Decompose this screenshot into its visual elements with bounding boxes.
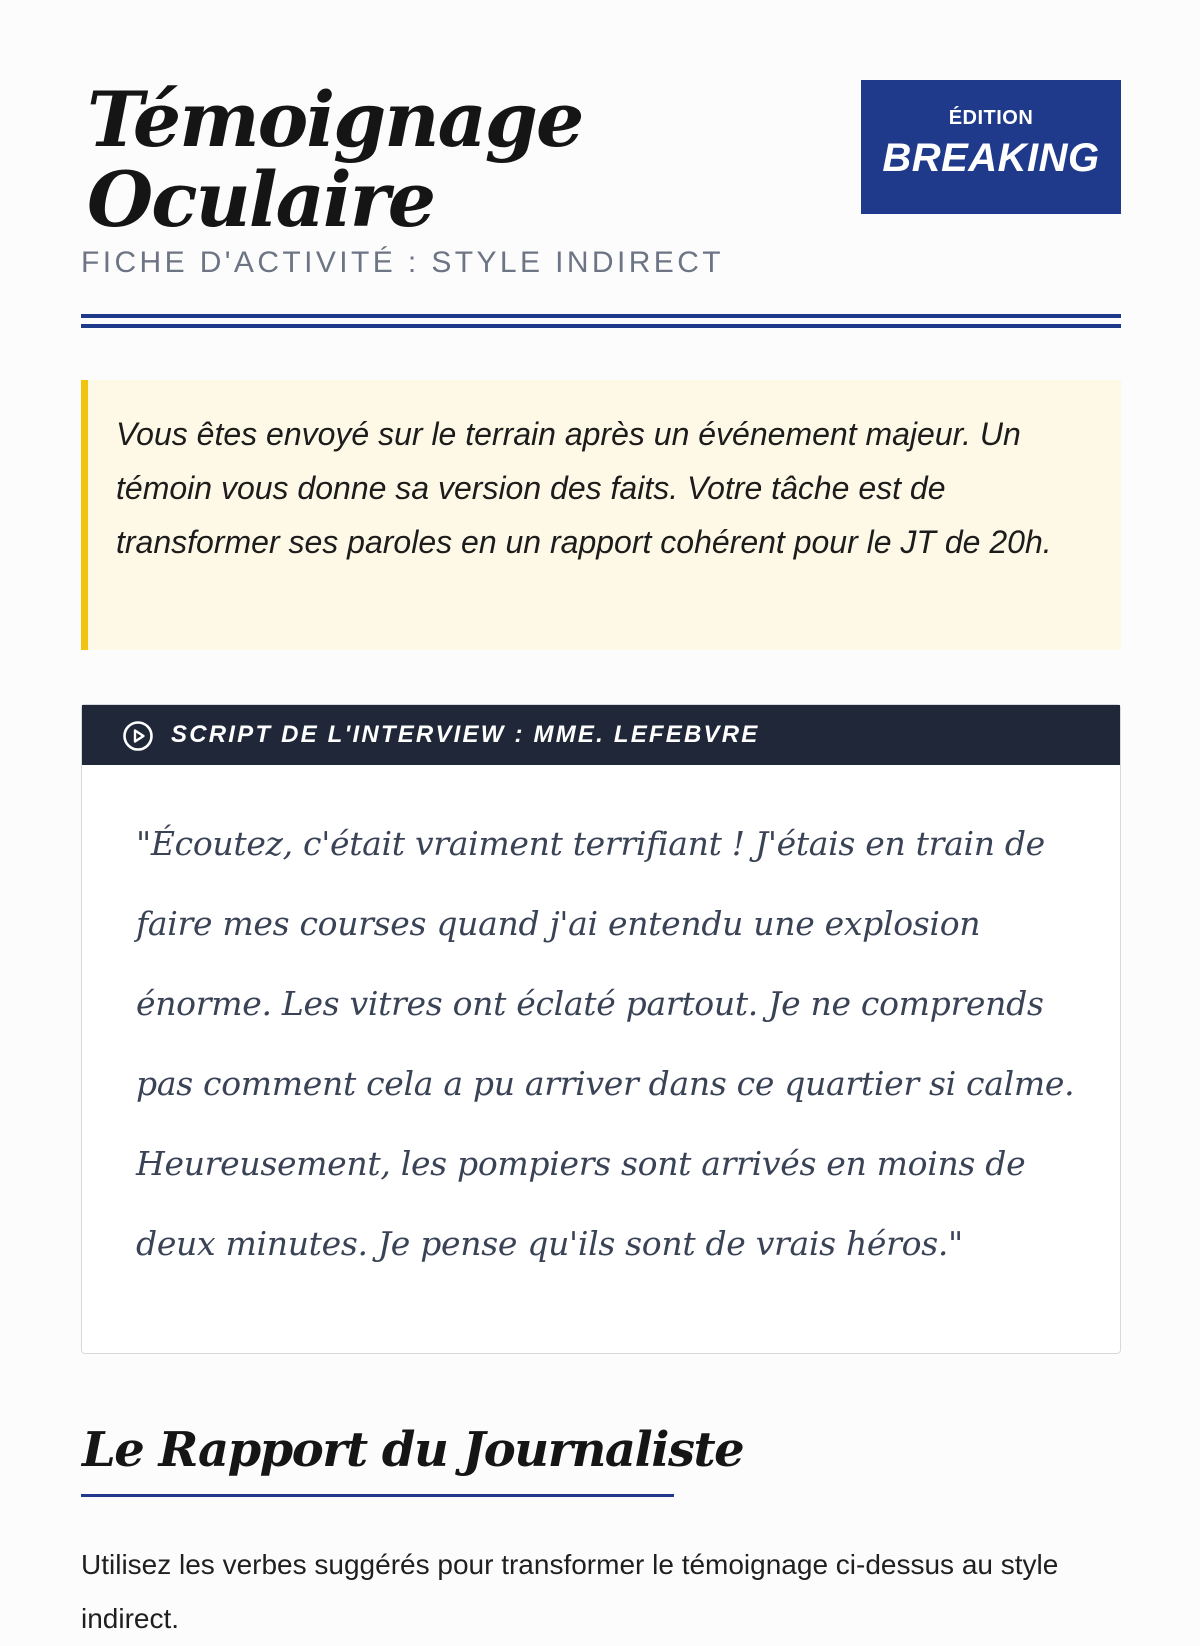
play-circle-icon	[122, 720, 154, 752]
report-title-underline	[81, 1494, 674, 1497]
report-section-title: Le Rapport du Journaliste	[82, 1422, 744, 1478]
page-title	[87, 75, 583, 244]
intro-text: Vous êtes envoyé sur le terrain après un événement majeur. Un témoin vous donne sa version des faits. Votre tâche est de transformer ses paroles en un rapport cohérent pour le JT de 20h.	[116, 416, 1052, 560]
edition-badge	[861, 80, 1121, 214]
intro-callout	[81, 380, 1121, 650]
edition-badge-value: BREAKING	[882, 136, 1100, 180]
page-header	[81, 0, 1121, 330]
page-subtitle: FICHE D'ACTIVITÉ : STYLE INDIRECT	[81, 246, 724, 279]
page-title-line-2: Oculaire	[87, 155, 435, 244]
edition-badge-label: ÉDITION	[948, 107, 1034, 129]
interview-card	[81, 704, 1121, 1354]
interview-card-header	[82, 705, 1120, 765]
page-title-line-1: Témoignage	[87, 75, 583, 164]
header-double-rule	[81, 314, 1121, 328]
interview-quote: "Écoutez, c'était vraiment terrifiant ! J'étais en train de faire mes courses quand j'ai entendu une explosion énorme. Les vitres ont éclaté partout. Je ne comprends pas comment cela a pu arriver dans ce quartier si calme. Heureusement, les pompiers sont arrivés en moins de deux minutes. Je pense qu'ils sont de vrais héros."	[136, 824, 1075, 1263]
activity-sheet	[81, 0, 1121, 1634]
interview-card-title: SCRIPT DE L'INTERVIEW : MME. LEFEBVRE	[171, 721, 760, 748]
report-instructions: Utilisez les verbes suggérés pour transformer le témoignage ci-dessus au style indirect.	[81, 1549, 1059, 1634]
